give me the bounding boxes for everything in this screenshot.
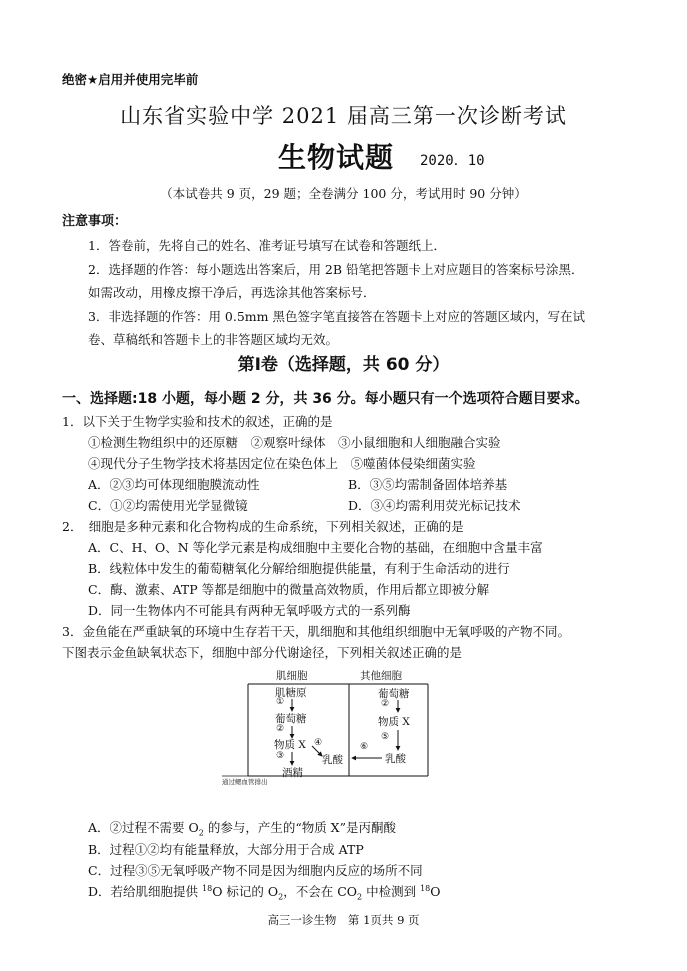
lactic-left-label: 乳酸 [322,754,343,766]
q2-option-c: C．酶、激素、ATP 等都是细胞中的微量高效物质，作用后都立即被分解 [88,582,490,597]
alcohol-label: 酒精 [282,767,303,779]
step-2r-label: ② [381,699,390,709]
q2-option-d: D．同一生物体内不可能具有两种无氧呼吸方式的一系列酶 [88,603,411,618]
q1-option-a: A．②③均可体现细胞膜流动性 [88,477,260,492]
step-1-label: ① [276,697,285,707]
step-5-label: ⑤ [381,732,390,742]
notice-item-3: 3．非选择题的作答：用 0.5mm 黑色签字笔直接答在答题卡上对应的答题区域内，写在试 [88,309,585,324]
q2-option-b: B．线粒体中发生的葡萄糖氧化分解给细胞提供能量，有利于生命活动的进行 [88,561,510,576]
q1-option-c: C．①②均需使用光学显微镜 [88,498,248,513]
other-cell-label: 其他细胞 [360,670,402,682]
q3-option-a: A．②过程不需要 $O_2$ 的参与，产生的“物质 X”是丙酮酸 [88,820,396,838]
part-title: 第Ⅰ卷（选择题，共 60 分） [237,355,450,375]
q3-option-d: D．若给肌细胞提供 $^{18}$O 标记的 $O_2$，不会在 $CO_2$ 中检测到 $^{18}$O [88,883,441,902]
step-4-label: ④ [314,738,323,748]
muscle-cell-label: 肌细胞 [276,670,308,682]
q1-stem: 1．以下关于生物学实验和技术的叙述，正确的是 [62,414,333,429]
lactic-right-label: 乳酸 [385,753,406,765]
metabolism-diagram [218,666,430,790]
section-title: 一、选择题:18 小题，每小题 2 分，共 36 分。每小题只有一个选项符合题目要求。 [62,391,589,407]
excretion-label: 通过鳃血管排出 [222,778,268,786]
notice-item-3-cont: 卷、草稿纸和答题卡上的非答题区域均无效。 [88,332,339,347]
glucose-left-label: 葡萄糖 [275,713,307,725]
step-2-label: ② [276,724,285,734]
school-title: 山东省实验中学 2021 届高三第一次诊断考试 [120,104,567,128]
notice-item-2-cont: 如需改动，用橡皮擦干净后，再选涂其他答案标号． [88,285,376,300]
notice-item-1: 1．答卷前，先将自己的姓名、准考证号填写在试卷和答题纸上． [88,238,446,253]
q3-stem-line2: 下图表示金鱼缺氧状态下，细胞中部分代谢途径，下列相关叙述正确的是 [62,645,463,660]
q2-option-a: A．C、H、O、N 等化学元素是构成细胞中主要化合物的基础，在细胞中含量丰富 [88,540,543,555]
glycogen-label: 肌糖原 [275,687,307,699]
glucose-right-label: 葡萄糖 [378,688,410,700]
substance-x-right-label: 物质 X [378,716,410,728]
q1-option-d: D．③④均需利用荧光标记技术 [348,498,521,513]
secret-mark: 绝密★启用并使用完毕前 [62,72,199,87]
step-3-label: ③ [276,751,285,761]
q1-items-line1: ①检测生物组织中的还原糖 ②观察叶绿体 ③小鼠细胞和人细胞融合实验 [88,435,501,450]
notice-item-2: 2．选择题的作答：每小题选出答案后，用 2B 铅笔把答题卡上对应题目的答案标号涂黑． [88,262,584,277]
q3-option-c: C．过程③⑤无氧呼吸产物不同是因为细胞内反应的场所不同 [88,863,423,878]
q3-option-b: B．过程①②均有能量释放，大部分用于合成 ATP [88,842,364,857]
q1-items-line2: ④现代分子生物学技术将基因定位在染色体上 ⑤噬菌体侵染细菌实验 [88,456,476,471]
exam-date: 2020．10 [420,153,485,169]
notice-title: 注意事项： [62,214,128,229]
q1-option-b: B．③⑤均需制备固体培养基 [348,477,508,492]
subject-title: 生物试题 [278,141,395,174]
step-6-label: ⑥ [360,742,369,752]
q3-stem-line1: 3．金鱼能在严重缺氧的环境中生存若干天，肌细胞和其他组织细胞中无氧呼吸的产物不同。 [62,624,570,639]
exam-info: （本试卷共 9 页，29 题；全卷满分 100 分，考试用时 90 分钟） [160,186,527,201]
substance-x-left-label: 物质 X [274,739,306,751]
q2-stem: 2． 细胞是多种元素和化合物构成的生命系统，下列相关叙述，正确的是 [62,519,464,534]
page-footer: 高三一诊生物 第 1页共 9 页 [267,913,420,927]
